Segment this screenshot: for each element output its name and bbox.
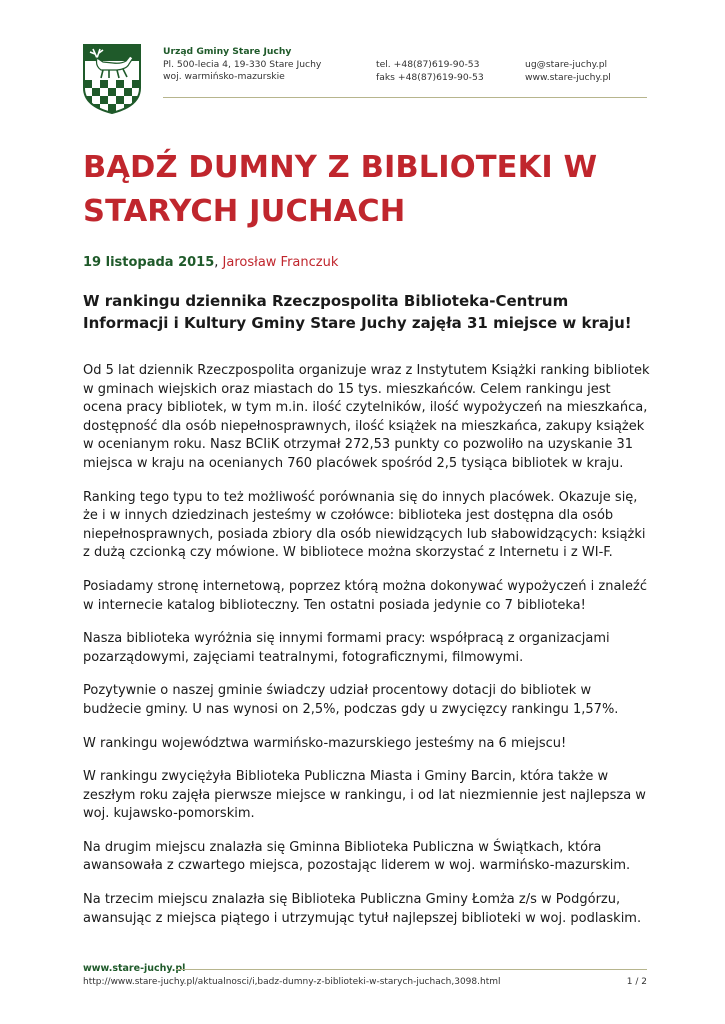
article-date: 19 listopada 2015: [83, 255, 215, 270]
article-paragraph: Nasza biblioteka wyróżnia się innymi formami pracy: współpracą z organizacjami pozarządowymi, zajęciami teatralnymi, fotograficznymi, filmowymi.: [83, 631, 610, 665]
article-paragraph: Pozytywnie o naszej gminie świadczy udział procentowy dotacji do bibliotek w budżecie gminy. U nas wynosi on 2,5%, podczas gdy u zwycięzcy rankingu 1,57%.: [83, 683, 619, 717]
org-phone[interactable]: tel. +48(87)619-90-53: [376, 59, 480, 70]
article-title: BĄDŹ DUMNY Z BIBLIOTEKI W STARYCH JUCHACH: [83, 150, 598, 229]
header-divider: [163, 97, 647, 98]
header-contact-web: [525, 59, 611, 84]
org-website[interactable]: www.stare-juchy.pl: [525, 71, 611, 83]
article-author[interactable]: Jarosław Franczuk: [222, 255, 339, 270]
org-region: woj. warmińsko-mazurskie: [163, 71, 285, 83]
org-name: Urząd Gminy Stare Juchy: [163, 46, 292, 57]
article-paragraph: Posiadamy stronę internetową, poprzez którą można dokonywać wypożyczeń i znaleźć w internecie katalog biblioteczny. Ten ostatni posiada jedynie co 7 biblioteka!: [83, 578, 648, 613]
meta-separator: ,: [214, 255, 223, 270]
header-address-block: [163, 46, 321, 84]
article-lead: W rankingu dziennika Rzeczpospolita Biblioteka-Centrum Informacji i Kultury Gminy Stare Juchy zajęła 31 miejsce w kraju!: [83, 292, 632, 332]
article-body: [83, 362, 653, 943]
article-paragraph: Na trzecim miejscu znalazła się Biblioteka Publiczna Gminy Łomża z/s w Podgórzu, awansując z miejsca piątego i utrzymując tytuł najlepszej biblioteki w woj. podlaskim.: [83, 892, 642, 926]
page-number: 1 / 2: [626, 977, 647, 987]
org-email[interactable]: ug@stare-juchy.pl: [525, 59, 608, 70]
article-paragraph: Ranking tego typu to też możliwość porównania się do innych placówek. Okazuje się, że i w innych dziedzinach jesteśmy w czołówce: biblioteka jest dostępna dla osób niepełnosprawnych, posiada zbiory dla osób niewidzących lub słabowidzących: książki z dużą czcionką czy mówione. W bibliotece można skorzystać z Internetu i z WI-F.: [83, 489, 646, 561]
footer-url[interactable]: http://www.stare-juchy.pl/aktualnosci/i,badz-dumny-z-biblioteki-w-starych-juchach,3098.html: [83, 977, 501, 987]
article-paragraph: W rankingu zwyciężyła Biblioteka Publiczna Miasta i Gminy Barcin, która także w zeszłym roku zajęła pierwsze miejsce w rankingu, i od lat niezmiennie jest najlepsza w woj. kujawsko-pomorskim.: [83, 769, 646, 822]
article-paragraph: Na drugim miejscu znalazła się Gminna Biblioteka Publiczna w Świątkach, która awansowała z czwartego miejsca, pozostając liderem w woj. warmińsko-mazurskim.: [83, 839, 631, 874]
article-meta: [83, 254, 338, 272]
header-contact-phone: [376, 59, 484, 84]
org-fax: faks +48(87)619-90-53: [376, 71, 484, 83]
article-paragraph: Od 5 lat dziennik Rzeczpospolita organizuje wraz z Instytutem Książki ranking bibliotek w gminach wiejskich oraz miastach do 15 tys. mieszkańców. Celem rankingu jest ocena pracy bibliotek, w tym m.in. ilość czytelników, ilość wypożyczeń na mieszkańca, dostępność dla osób niepełnosprawnych, ilość książek na mieszkańca, zakupy książek w ocenianym roku. Nasz BCIiK otrzymał 272,53 punkty co pozwoliło na uzyskanie 31 miejsca w kraju na ocenianych 760 placówek spośród 2,5 tysiąca bibliotek w kraju.: [83, 363, 650, 471]
coat-of-arms-icon: [83, 44, 141, 114]
org-address: Pl. 500-lecia 4, 19-330 Stare Juchy: [163, 58, 322, 70]
article-paragraph: W rankingu województwa warmińsko-mazurskiego jesteśmy na 6 miejscu!: [83, 735, 567, 751]
footer-site[interactable]: www.stare-juchy.pl: [83, 963, 186, 974]
footer-divider: [176, 969, 647, 970]
